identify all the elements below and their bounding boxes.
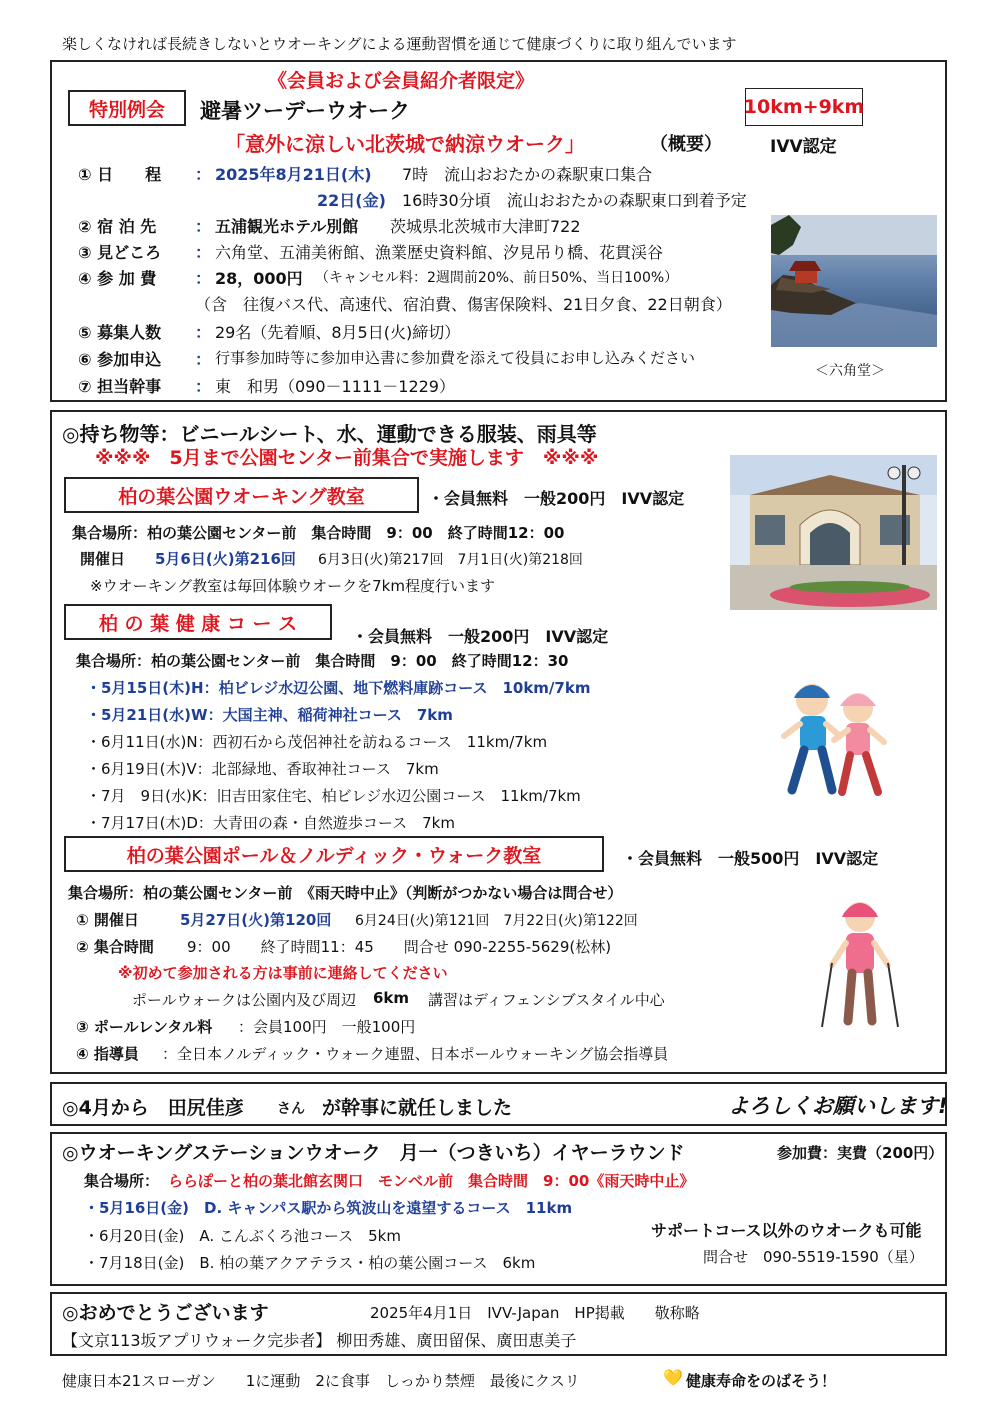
members-only-label: 《会員および会員紹介者限定》 [268,70,535,92]
pole-instructor: ：全日本ノルディック・ウォーク連盟、日本ポールウォーキング協会指導員 [162,1045,669,1063]
row-apply-colon: ： [195,350,212,369]
station-walk-title: ◎ウオーキングステーションウオーク 月一（つきいち）イヤーラウンド [62,1142,685,1164]
row-sights-text: 六角堂、五浦美術館、漁業歴史資料館、汐見吊り橋、花貫渓谷 [215,243,664,262]
intro-text: 楽しくなければ長続きしないとウオーキングによる運動習慣を通じて健康づくりに取り組んでいます [62,35,737,53]
announcement-c: が幹事に就任しました [322,1097,513,1119]
station-place: ららぽーと柏の葉北館玄関口 モンベル前 集合時間 9：00《雨天時中止》 [168,1172,695,1190]
health-course-fee: ・会員無料 一般200円 IVV認定 [352,627,609,646]
pole-walk-fee: ・会員無料 一般500円 IVV認定 [622,849,879,868]
row-date2-value: 22日(金) [317,191,386,210]
pole-walk-title: 柏の葉公園ポール＆ノルディック・ウォーク教室 [64,836,604,872]
pole-time: 9：00 終了時間11：45 問合せ 090-2255-5629(松林) [187,938,612,956]
distance-badge: 10km+9km [745,88,863,126]
row-apply-label: ⑥ 参加申込 [78,350,162,369]
announcement-b: さん [277,1101,305,1117]
pole-instructor-label: ④ 指導員 [76,1045,139,1063]
station-contact: 問合せ 090-5519-1590（星） [703,1248,924,1266]
pole-rental: ：会員100円 一般100円 [238,1018,416,1036]
event-title: 避暑ツーデーウオーク [200,99,410,123]
station-course-item: ・5月16日(金) D. キャンパス駅から筑波山を遠望するコース 11km [84,1199,573,1217]
congrats-line: 【文京113坂アプリウォーク完歩者】 柳田秀雄、廣田留保、廣田恵美子 [62,1331,577,1350]
walking-class-note: ※ウオーキング教室は毎回体験ウオークを7km程度行います [90,577,495,595]
rokkakudo-photo [771,215,937,347]
row-hotel-name: 五浦観光ホテル別館 [215,217,359,236]
row-capacity-label: ⑤ 募集人数 [78,323,162,342]
course-item: ・7月 9日(水)K：旧吉田家住宅、柏ビレジ水辺公園コース 11km/7km [86,787,581,805]
pole-walk-place: 集合場所：柏の葉公園センター前 《雨天時中止》（判断がつかない場合は問合せ） [68,884,623,902]
row-contact-text: 東 和男（090－1111－1229） [215,377,455,396]
row-contact-label: ⑦ 担当幹事 [78,377,162,396]
pole-dates-rest: 6月24日(火)第121回 7月22日(火)第122回 [355,913,638,929]
course-item: ・6月11日(水)N：西初石から茂侶神社を訪ねるコース 11km/7km [86,733,548,751]
support-note: サポートコース以外のウオークも可能 [651,1221,922,1240]
row-fee-colon: ： [195,269,212,288]
row-date-label: ① 日 程 [78,165,162,184]
station-course-item: ・7月18日(金) B. 柏の葉アクアテラス・柏の葉公園コース 6km [84,1254,536,1272]
nordic-walker-illustration [810,893,910,1033]
row-sights-colon: ： [195,243,212,262]
pole-rental-label: ③ ポールレンタル料 [76,1018,213,1036]
belongings-text: ◎持ち物等：ビニールシート、水、運動できる服装、雨具等 [62,422,597,446]
slogan-text: 健康日本21スローガン 1に運動 2に食事 しっかり禁煙 最後にクスリ [62,1372,580,1390]
row-capacity-text: 29名（先着順、8月5日(火)締切） [215,323,461,342]
pole-desc-a: ポールウォークは公園内及び周辺 [132,991,357,1009]
park-center-photo [730,455,937,610]
overview-label: （概要） [650,134,722,155]
ivv-label: IVV認定 [770,137,837,157]
pole-time-label: ② 集合時間 [76,938,154,956]
course-item: ・7月17日(木)D：大青田の森・自然遊歩コース 7km [86,814,455,832]
congrats-meta: 2025年4月1日 IVV-Japan HP掲載 敬称略 [370,1304,700,1322]
special-badge: 特別例会 [68,90,186,126]
row-date2-text: 16時30分頃 流山おおたかの森駅東口到着予定 [402,191,747,210]
heart-icon: 💛 [663,1368,683,1387]
health-course-title: 柏 の 葉 健 康 コ ー ス [64,604,332,640]
event-subtitle: 「意外に涼しい北茨城で納涼ウオーク」 [225,132,585,156]
row-fee-includes: （含 往復バス代、高速代、宿泊費、傷害保険料、21日夕食、22日朝食） [195,295,732,314]
row-fee-label: ④ 参 加 費 [78,269,157,288]
row-apply-text: 行事参加時等に参加申込書に参加費を添えて役員にお申し込みください [215,349,696,367]
row-fee-cancel: （キャンセル料：2週間前20%、前日50%、当日100%） [315,270,679,286]
walking-class-title: 柏の葉公園ウオーキング教室 [64,477,419,513]
walking-class-place: 集合場所：柏の葉公園センター前 集合時間 9：00 終了時間12：00 [72,524,565,542]
health-course-place: 集合場所：柏の葉公園センター前 集合時間 9：00 終了時間12：30 [76,652,569,670]
pole-date-highlight: 5月27日(火)第120回 [180,911,332,929]
course-item: ・5月21日(水)W：大国主神、稲荷神社コース 7km [86,706,453,724]
course-item: ・5月15日(木)H：柏ビレジ水辺公園、地下燃料庫跡コース 10km/7km [86,679,591,697]
walkers-illustration [770,672,900,804]
announcement-a: ◎4月から 田尻佳彦 [62,1097,244,1119]
row-sights-label: ③ 見どころ [78,243,162,262]
pole-dates-label: ① 開催日 [76,911,139,929]
station-walk-fee: 参加費：実費（200円） [777,1144,944,1162]
first-time-notice: ※初めて参加される方は事前に連絡してください [118,964,448,982]
row-date-colon: ： [195,165,212,184]
station-course-item: ・6月20日(金) A. こんぶくろ池コース 5km [84,1227,401,1245]
location-notice: ※※※ 5月まで公園センター前集合で実施します ※※※ [95,447,599,469]
motto-text: 健康寿命をのばそう！ [686,1372,837,1390]
row-fee-amount: 28，000円 [215,269,303,288]
walking-class-dates-rest: 6月3日(火)第217回 7月1日(火)第218回 [318,552,583,568]
congrats-title: ◎おめでとうございます [62,1302,269,1324]
walking-class-dates-label: 開催日 [80,550,126,568]
greeting-text: よろしくお願いします! [728,1094,948,1118]
walking-class-date-highlight: 5月6日(火)第216回 [155,550,296,568]
row-date-text: 7時 流山おおたかの森駅東口集合 [402,165,653,184]
course-item: ・6月19日(木)V：北部緑地、香取神社コース 7km [86,760,439,778]
row-contact-colon: ： [195,377,212,396]
station-place-label: 集合場所： [84,1172,160,1190]
row-hotel-label: ② 宿 泊 先 [78,217,157,236]
row-date-value: 2025年8月21日(木) [215,165,372,184]
row-hotel-colon: ： [195,217,212,236]
row-hotel-address: 茨城県北茨城市大津町722 [390,217,581,236]
pole-desc-km: 6km [373,989,410,1007]
photo-caption: ＜六角堂＞ [815,363,885,379]
row-capacity-colon: ： [195,323,212,342]
pole-desc-b: 講習はディフェンシブスタイル中心 [428,991,665,1009]
walking-class-fee: ・会員無料 一般200円 IVV認定 [428,489,685,508]
